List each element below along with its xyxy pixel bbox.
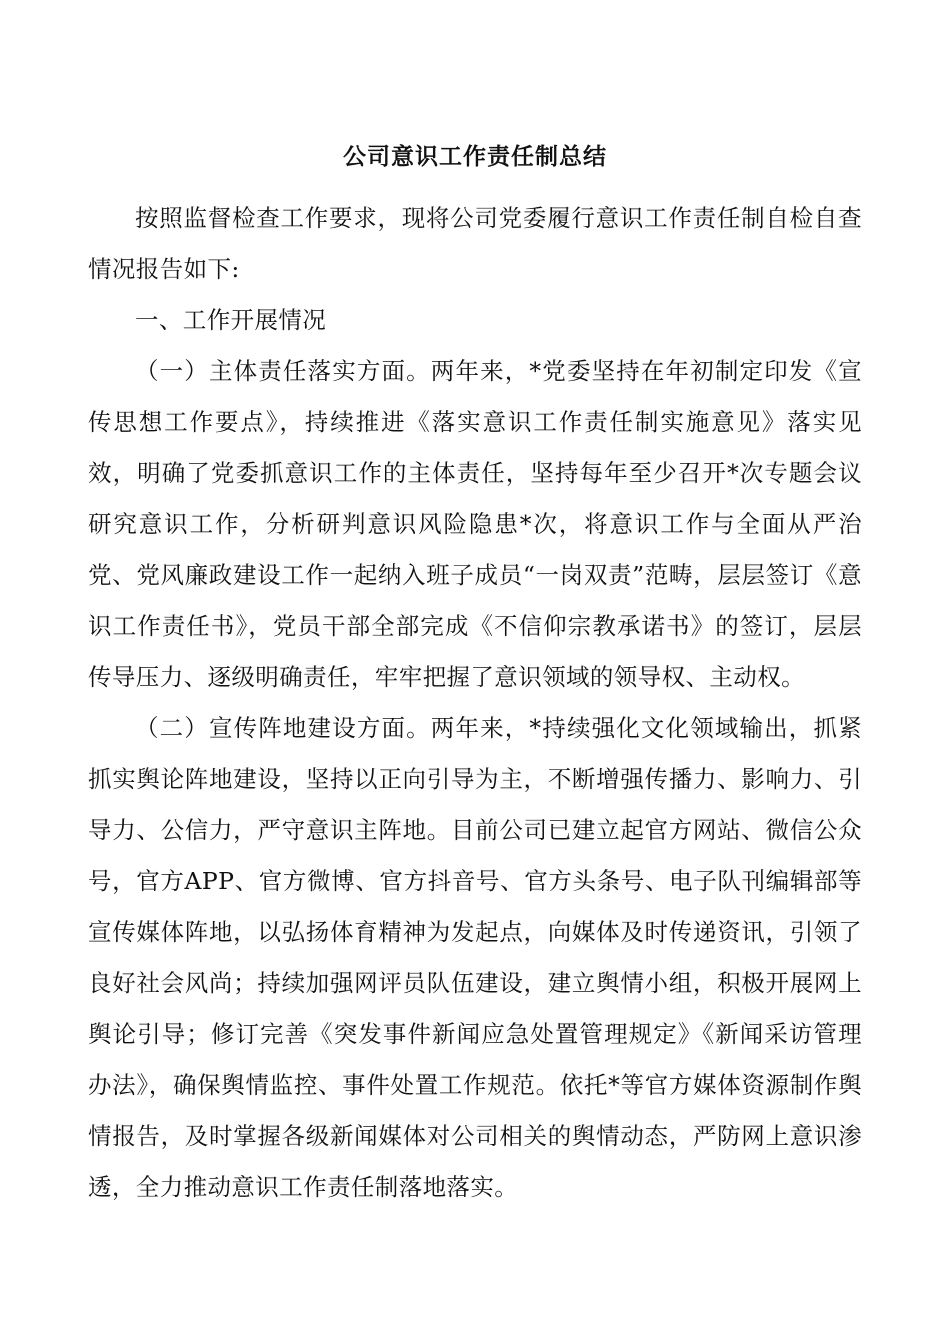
document-body	[88, 193, 862, 1213]
paragraph-responsibility: （一）主体责任落实方面。两年来，*党委坚持在年初制定印发《宣传思想工作要点》，持续推进《落实意识工作责任制实施意见》落实见效，明确了党委抓意识工作的主体责任，坚持每年至少召开*次专题会议研究意识工作，分析研判意识风险隐患*次，将意识工作与全面从严治党、党风廉政建设工作一起纳入班子成员“一岗双责”范畴，层层签订《意识工作责任书》，党员干部全部完成《不信仰宗教承诺书》的签订，层层传导压力、逐级明确责任，牢牢把握了意识领域的领导权、主动权。	[88, 357, 862, 691]
paragraph-publicity: （二）宣传阵地建设方面。两年来，*持续强化文化领域输出，抓紧抓实舆论阵地建设，坚持以正向引导为主，不断增强传播力、影响力、引导力、公信力，严守意识主阵地。目前公司已建立起官方网站、微信公众号，官方APP、官方微博、官方抖音号、官方头条号、电子队刊编辑部等宣传媒体阵地，以弘扬体育精神为发起点，向媒体及时传递资讯，引领了良好社会风尚；持续加强网评员队伍建设，建立舆情小组，积极开展网上舆论引导；修订完善《突发事件新闻应急处置管理规定》《新闻采访管理办法》，确保舆情监控、事件处置工作规范。依托*等官方媒体资源制作舆情报告，及时掌握各级新闻媒体对公司相关的舆情动态，严防网上意识渗透，全力推动意识工作责任制落地落实。	[88, 714, 862, 1201]
document-title: 公司意识工作责任制总结	[343, 144, 607, 170]
intro-paragraph: 按照监督检查工作要求，现将公司党委履行意识工作责任制自检自查情况报告如下:	[88, 204, 862, 283]
section-heading: 一、工作开展情况	[135, 306, 327, 334]
